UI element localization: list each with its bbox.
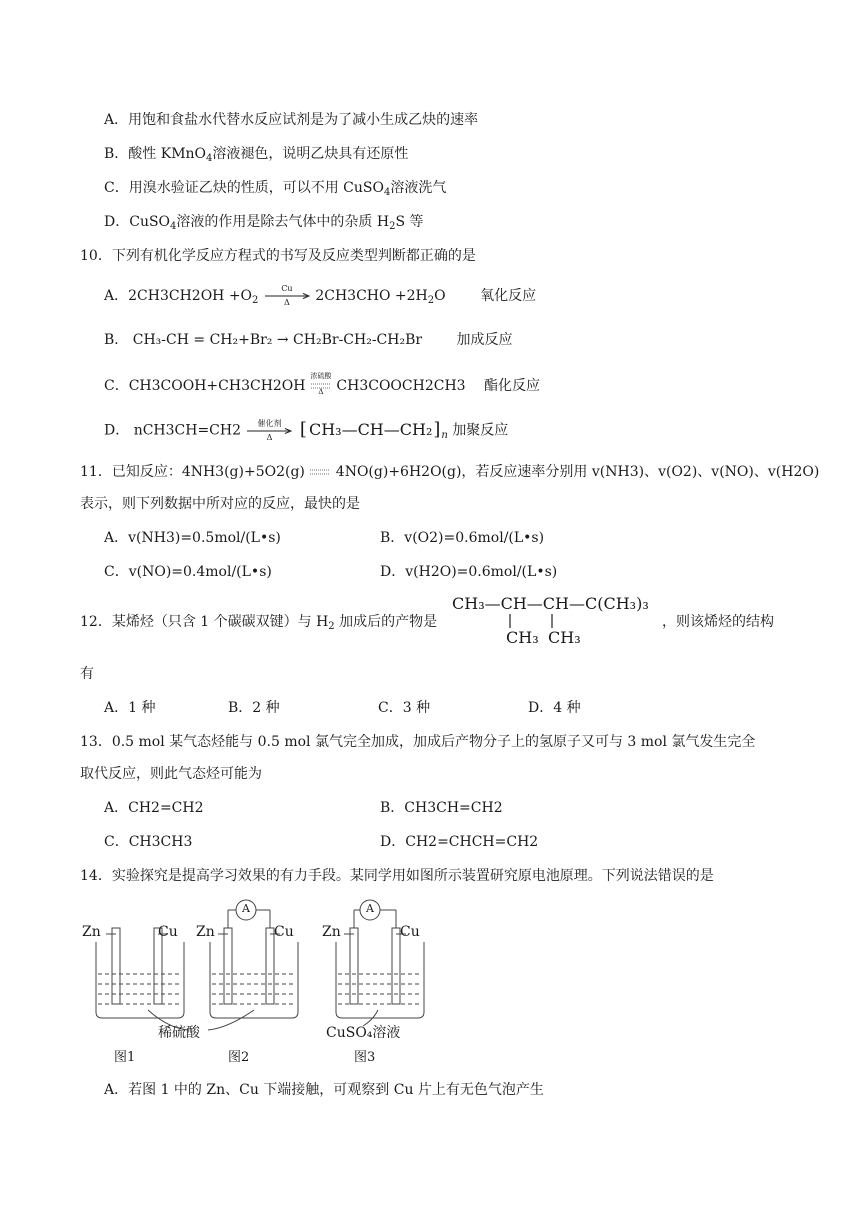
equation: CH₃-CH = CH₂+Br₂ → CH₂Br-CH₂-CH₂Br — [132, 332, 423, 348]
option-letter: D． — [104, 422, 130, 439]
arrow-condition-top: 催化剂 — [257, 418, 282, 428]
zn-label: Zn — [82, 924, 101, 940]
option-letter: C． — [378, 700, 403, 716]
option-letter: D． — [380, 834, 406, 850]
equation-left: nCH3CH=CH2 — [133, 422, 242, 439]
stem-text: 11．已知反应：4NH3(g)+5O2(g) — [80, 464, 305, 480]
q11-stem-line1 — [80, 462, 819, 482]
figure-caption: 图1 — [114, 1050, 136, 1065]
galvanic-cell-figure — [78, 898, 438, 1070]
q14-option-a — [104, 1080, 544, 1100]
q12-option-b — [228, 698, 280, 718]
option-letter: B． — [104, 332, 129, 348]
option-letter: D． — [528, 700, 554, 716]
option-letter: A． — [104, 1082, 129, 1098]
option-letter: A． — [104, 288, 129, 304]
option-text: CuSO — [129, 214, 171, 230]
q13-option-d — [380, 832, 538, 852]
figure-caption: 图2 — [228, 1050, 250, 1065]
reversible-arrow — [310, 372, 332, 396]
arrow-condition-bottom: Δ — [283, 298, 290, 307]
equation-left: 2CH3CH2OH +O — [128, 288, 253, 304]
reaction-arrow — [245, 418, 293, 442]
q11-stem-line2: 表示，则下列数据中所对应的反应，最快的是 — [80, 496, 360, 512]
option-text: 溶液褪色，说明乙炔具有还原性 — [212, 146, 409, 162]
cu-label: Cu — [158, 924, 178, 940]
reaction-type: 加成反应 — [456, 332, 513, 348]
option-text: v(NO)=0.4mol/(L•s) — [128, 564, 272, 580]
equation-right: CH3COOCH2CH3 — [336, 378, 466, 394]
q13-stem-line1: 13．0.5 mol 某气态烃能与 0.5 mol 氯气完全加成，加成后产物分子上的氢原子又可与 3 mol 氯气发生完全 — [80, 734, 756, 750]
arrow-condition-top: 浓硫酸 — [310, 372, 332, 380]
q13-option-b — [380, 798, 503, 818]
figure-caption: 图3 — [354, 1050, 376, 1065]
alkane-structure — [448, 594, 660, 650]
option-text: 溶液洗气 — [390, 180, 447, 196]
option-text: CH2=CHCH=CH2 — [405, 834, 539, 850]
option-text: v(O2)=0.6mol/(L•s) — [404, 530, 545, 546]
q13-option-a — [104, 798, 204, 818]
equation-left: CH3COOH+CH3CH2OH — [128, 378, 306, 394]
q13-stem-line2: 取代反应，则此气态烃可能为 — [80, 766, 262, 782]
q9-option-a — [104, 110, 478, 130]
option-text: 溶液的作用是除去气体中的杂质 H — [176, 214, 390, 230]
q11-option-b — [380, 528, 544, 548]
option-text: 若图 1 中的 Zn、Cu 下端接触，可观察到 Cu 片上有无色气泡产生 — [128, 1082, 544, 1098]
subscript: 2 — [389, 221, 396, 232]
option-letter: C． — [104, 180, 129, 196]
equation-right: O — [434, 288, 446, 304]
reaction-type: 加聚反应 — [452, 422, 509, 439]
option-text: 用溴水验证乙炔的性质，可以不用 CuSO — [128, 180, 384, 196]
option-letter: C． — [104, 564, 129, 580]
ammeter-icon: A — [366, 902, 374, 915]
stem-text: 12．某烯烃（只含 1 个碳碳双键）与 H — [80, 614, 329, 630]
option-text: 酸性 KMnO — [128, 146, 207, 162]
q9-option-c — [104, 178, 446, 198]
option-letter: A． — [104, 800, 129, 816]
option-letter: D． — [104, 214, 130, 230]
option-letter: B． — [380, 530, 405, 546]
cu-label: Cu — [400, 924, 420, 940]
option-text: 1 种 — [128, 700, 156, 716]
q9-option-d — [104, 212, 424, 232]
option-text: CH3CH=CH2 — [404, 800, 503, 816]
q10-option-b — [104, 330, 513, 350]
subscript: 4 — [383, 187, 391, 198]
q14-stem: 14．实验探究是提高学习效果的有力手段。某同学用如图所示装置研究原电池原理。下列说法错误的是 — [80, 868, 714, 884]
polymer-repeat-unit: CH₃—CH—CH₂ — [308, 420, 433, 439]
reaction-type: 氧化反应 — [480, 288, 537, 304]
q12-option-a — [104, 698, 155, 718]
arrow-condition-bottom: Δ — [266, 432, 273, 442]
structure-branch: CH₃ — [548, 628, 581, 647]
option-text: v(NH3)=0.5mol/(L•s) — [128, 530, 281, 546]
option-letter: D． — [380, 564, 406, 580]
q12-stem-line2: 有 — [80, 666, 94, 682]
subscript: 2 — [252, 295, 259, 306]
stem-text: 4NO(g)+6H2O(g)，若反应速率分别用 v(NH3)、v(O2)、v(NO)、v(H2O) — [335, 464, 820, 480]
reaction-arrow — [263, 286, 311, 306]
option-letter: B． — [104, 146, 129, 162]
q12-option-d — [528, 698, 581, 718]
subscript: 2 — [328, 621, 335, 632]
q9-option-b — [104, 144, 408, 164]
zn-label: Zn — [322, 924, 341, 940]
q11-option-c — [104, 562, 272, 582]
option-letter: C． — [104, 378, 129, 394]
q11-option-d — [380, 562, 557, 582]
arrow-condition-top: Cu — [281, 284, 293, 293]
q10-stem: 10．下列有机化学反应方程式的书写及反应类型判断都正确的是 — [80, 248, 476, 264]
q10-option-d — [104, 420, 508, 441]
stem-text: 加成后的产物是 — [334, 614, 438, 630]
q10-option-c — [104, 372, 541, 396]
ammeter-icon: A — [242, 902, 250, 915]
arrow-condition-bottom: Δ — [318, 388, 324, 396]
option-letter: C． — [104, 834, 129, 850]
q12-option-c — [378, 698, 430, 718]
option-letter: A． — [104, 700, 129, 716]
subscript: 2 — [427, 295, 435, 306]
equilibrium-arrow-icon — [309, 468, 331, 476]
option-letter: B． — [380, 800, 405, 816]
cuso4-solution-label: CuSO₄溶液 — [326, 1025, 401, 1041]
option-text: S 等 — [395, 214, 424, 230]
option-letter: A． — [104, 530, 129, 546]
q12-stem-line1 — [80, 612, 437, 632]
zn-label: Zn — [196, 924, 215, 940]
option-text: CH2=CH2 — [128, 800, 204, 816]
option-text: 2 种 — [252, 700, 280, 716]
option-text: 用饱和食盐水代替水反应试剂是为了减小生成乙炔的速率 — [128, 112, 479, 128]
structure-branch: CH₃ — [506, 628, 539, 647]
option-text: v(H2O)=0.6mol/(L•s) — [405, 564, 558, 580]
cu-label: Cu — [274, 924, 294, 940]
option-letter: B． — [228, 700, 253, 716]
option-text: 3 种 — [402, 700, 431, 716]
subscript: 4 — [206, 153, 213, 164]
option-text: 4 种 — [553, 700, 581, 716]
polymer-structure: [ $CH_3—CH—CH_2]_n$ — [299, 419, 448, 441]
apparatus-drawing — [78, 898, 438, 1070]
q11-option-a — [104, 528, 281, 548]
option-text: CH3CH3 — [128, 834, 193, 850]
reaction-type: 酯化反应 — [484, 378, 541, 394]
structure-main-chain: CH₃—CH—CH—C(CH₃)₃ — [452, 594, 649, 613]
q10-option-a — [104, 286, 536, 306]
q12-stem-tail: ，则该烯烃的结构 — [662, 614, 774, 630]
polymer-n: n — [441, 430, 448, 441]
subscript: 4 — [170, 221, 177, 232]
reversible-arrow — [309, 462, 331, 482]
option-letter: A． — [104, 112, 129, 128]
equation-right: 2CH3CHO +2H — [315, 288, 428, 304]
dilute-sulfuric-acid-label: 稀硫酸 — [158, 1025, 200, 1041]
q13-option-c — [104, 832, 192, 852]
